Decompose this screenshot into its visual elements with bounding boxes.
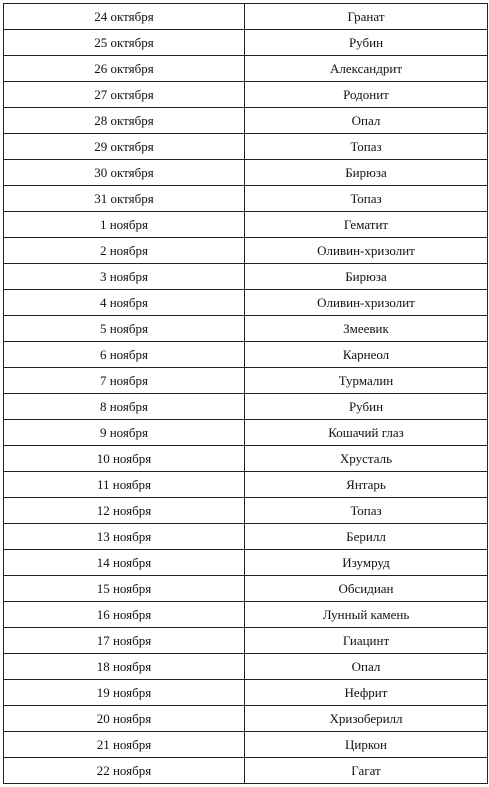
table-row: [4, 30, 488, 56]
table-row: [4, 394, 488, 420]
date-cell: 12 ноября: [4, 498, 245, 524]
date-cell: 28 октября: [4, 108, 245, 134]
date-cell: 15 ноября: [4, 576, 245, 602]
stone-cell: Карнеол: [245, 342, 488, 368]
table-row: [4, 186, 488, 212]
stone-cell: Нефрит: [245, 680, 488, 706]
table-row: [4, 342, 488, 368]
birthstone-table: [3, 3, 488, 784]
stone-cell: Турмалин: [245, 368, 488, 394]
date-cell: 21 ноября: [4, 732, 245, 758]
table-row: [4, 264, 488, 290]
stone-cell: Змеевик: [245, 316, 488, 342]
table-row: [4, 134, 488, 160]
date-cell: 4 ноября: [4, 290, 245, 316]
date-cell: 17 ноября: [4, 628, 245, 654]
stone-cell: Янтарь: [245, 472, 488, 498]
table-row: [4, 550, 488, 576]
date-cell: 24 октября: [4, 4, 245, 30]
stone-cell: Гематит: [245, 212, 488, 238]
stone-cell: Гагат: [245, 758, 488, 784]
table-row: [4, 160, 488, 186]
date-cell: 8 ноября: [4, 394, 245, 420]
table-row: [4, 56, 488, 82]
table-row: [4, 368, 488, 394]
stone-cell: Хрусталь: [245, 446, 488, 472]
table-row: [4, 706, 488, 732]
stone-cell: Обсидиан: [245, 576, 488, 602]
date-cell: 5 ноября: [4, 316, 245, 342]
stone-cell: Опал: [245, 654, 488, 680]
stone-cell: Рубин: [245, 394, 488, 420]
stone-cell: Оливин-хризолит: [245, 290, 488, 316]
date-cell: 9 ноября: [4, 420, 245, 446]
date-cell: 6 ноября: [4, 342, 245, 368]
date-cell: 10 ноября: [4, 446, 245, 472]
stone-cell: Оливин-хризолит: [245, 238, 488, 264]
stone-cell: Изумруд: [245, 550, 488, 576]
table-row: [4, 290, 488, 316]
stone-cell: Рубин: [245, 30, 488, 56]
date-cell: 13 ноября: [4, 524, 245, 550]
stone-cell: Александрит: [245, 56, 488, 82]
stone-cell: Топаз: [245, 134, 488, 160]
table-row: [4, 4, 488, 30]
date-cell: 20 ноября: [4, 706, 245, 732]
table-row: [4, 680, 488, 706]
date-cell: 19 ноября: [4, 680, 245, 706]
table-row: [4, 498, 488, 524]
table-row: [4, 654, 488, 680]
date-cell: 16 ноября: [4, 602, 245, 628]
date-cell: 29 октября: [4, 134, 245, 160]
date-cell: 22 ноября: [4, 758, 245, 784]
stone-cell: Бирюза: [245, 160, 488, 186]
stone-cell: Родонит: [245, 82, 488, 108]
table-row: [4, 446, 488, 472]
table-row: [4, 212, 488, 238]
stone-cell: Циркон: [245, 732, 488, 758]
date-cell: 11 ноября: [4, 472, 245, 498]
table-row: [4, 82, 488, 108]
date-cell: 7 ноября: [4, 368, 245, 394]
date-cell: 3 ноября: [4, 264, 245, 290]
stone-cell: Топаз: [245, 186, 488, 212]
table-row: [4, 472, 488, 498]
table-row: [4, 420, 488, 446]
stone-cell: Кошачий глаз: [245, 420, 488, 446]
stone-cell: Берилл: [245, 524, 488, 550]
date-cell: 30 октября: [4, 160, 245, 186]
table-row: [4, 628, 488, 654]
date-cell: 27 октября: [4, 82, 245, 108]
table-row: [4, 602, 488, 628]
stone-cell: Бирюза: [245, 264, 488, 290]
table-row: [4, 732, 488, 758]
stone-cell: Гиацинт: [245, 628, 488, 654]
table-row: [4, 316, 488, 342]
table-row: [4, 524, 488, 550]
date-cell: 26 октября: [4, 56, 245, 82]
date-cell: 31 октября: [4, 186, 245, 212]
stone-cell: Топаз: [245, 498, 488, 524]
stone-cell: Опал: [245, 108, 488, 134]
table-row: [4, 576, 488, 602]
date-cell: 18 ноября: [4, 654, 245, 680]
table-body: [4, 4, 488, 784]
date-cell: 25 октября: [4, 30, 245, 56]
table-row: [4, 238, 488, 264]
table-row: [4, 758, 488, 784]
date-cell: 14 ноября: [4, 550, 245, 576]
table-row: [4, 108, 488, 134]
stone-cell: Хризоберилл: [245, 706, 488, 732]
date-cell: 1 ноября: [4, 212, 245, 238]
stone-cell: Лунный камень: [245, 602, 488, 628]
stone-cell: Гранат: [245, 4, 488, 30]
date-cell: 2 ноября: [4, 238, 245, 264]
